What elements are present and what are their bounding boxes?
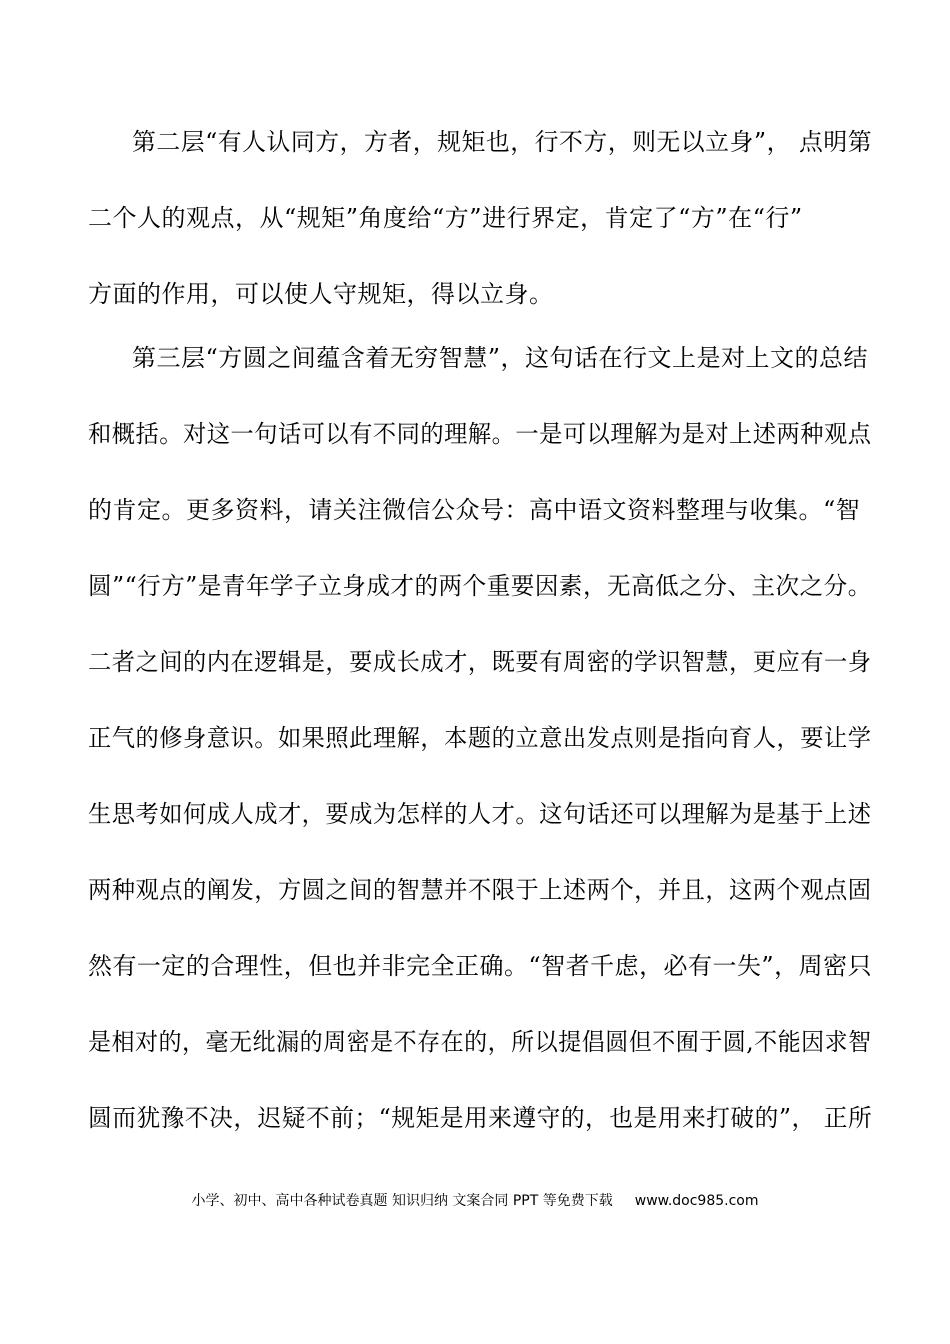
text-line: 正气的修身意识。如果照此理解，本题的立意出发点则是指向育人，要让学: [88, 724, 872, 752]
footer-text: 小学、初中、高中各种试卷真题 知识归纳 文案合同 PPT 等免费下载: [191, 1193, 613, 1209]
text-line: 第三层“方圆之间蕴含着无穷智慧”，这句话在行文上是对上文的总结: [132, 344, 869, 372]
page-footer: [0, 1190, 950, 1212]
text-line: 是相对的，毫无纰漏的周密是不存在的，所以提倡圆但不囿于圆,不能因求智: [88, 1028, 872, 1056]
text-line: 和概括。对这一句话可以有不同的理解。一是可以理解为是对上述两种观点: [88, 420, 872, 448]
text-line: 二者之间的内在逻辑是，要成长成才，既要有周密的学识智慧，更应有一身: [88, 648, 872, 676]
text-line: 方面的作用，可以使人守规矩，得以立身。: [88, 280, 554, 308]
text-line: 然有一定的合理性，但也并非完全正确。“智者千虑，必有一失”，周密只: [88, 952, 873, 980]
footer-url-link[interactable]: www.doc985.com: [634, 1193, 759, 1209]
text-line: 圆而犹豫不决，迟疑不前；“规矩是用来遵守的，也是用来打破的”， 正所: [88, 1104, 873, 1132]
text-line: 生思考如何成人成才，要成为怎样的人才。这句话还可以理解为是基于上述: [88, 800, 872, 828]
text-line: 二个人的观点，从“规矩”角度给“方”进行界定，肯定了“方”在“行”: [88, 204, 803, 232]
text-line: 第二层“有人认同方，方者，规矩也，行不方，则无以立身”， 点明第: [132, 128, 873, 156]
text-line: 两种观点的阐发，方圆之间的智慧并不限于上述两个，并且，这两个观点固: [88, 876, 872, 904]
text-line: 圆”“行方”是青年学子立身成才的两个重要因素，无高低之分、主次之分。: [88, 572, 872, 600]
text-line: 的肯定。更多资料，请关注微信公众号：高中语文资料整理与收集。“智: [88, 496, 861, 524]
